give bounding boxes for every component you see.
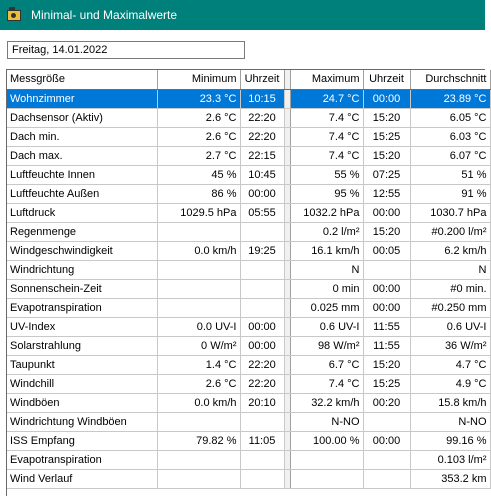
cell-min: 2.6 °C: [157, 127, 240, 146]
cell-min: 2.6 °C: [157, 108, 240, 127]
column-header-min[interactable]: Minimum: [157, 70, 240, 89]
column-header-max-time[interactable]: Uhrzeit: [363, 70, 410, 89]
cell-min: [157, 412, 240, 431]
cell-name: Windrichtung: [7, 260, 157, 279]
cell-max-time: 15:20: [363, 146, 410, 165]
cell-name: Luftdruck: [7, 203, 157, 222]
cell-min-time: [240, 279, 284, 298]
cell-min-time: [240, 260, 284, 279]
cell-min-time: 10:45: [240, 165, 284, 184]
cell-min: 0.0 km/h: [157, 241, 240, 260]
cell-name: Evapotranspiration: [7, 298, 157, 317]
column-header-avg[interactable]: Durchschnitt: [410, 70, 490, 89]
cell-avg: 4.7 °C: [410, 355, 490, 374]
table-row[interactable]: [7, 450, 490, 469]
window-title: Minimal- und Maximalwerte: [31, 8, 178, 22]
cell-avg: 99.16 %: [410, 431, 490, 450]
cell-avg: 51 %: [410, 165, 490, 184]
cell-max: N: [290, 260, 363, 279]
camera-icon: [6, 7, 22, 23]
cell-name: Regenmenge: [7, 222, 157, 241]
cell-avg: 0.6 UV-I: [410, 317, 490, 336]
cell-min: [157, 279, 240, 298]
table-row[interactable]: [7, 431, 490, 450]
cell-max: 16.1 km/h: [290, 241, 363, 260]
cell-max-time: 00:00: [363, 298, 410, 317]
cell-max: 7.4 °C: [290, 374, 363, 393]
cell-max-time: 11:55: [363, 317, 410, 336]
cell-min: 1.4 °C: [157, 355, 240, 374]
cell-max: 32.2 km/h: [290, 393, 363, 412]
cell-min-time: [240, 450, 284, 469]
table-row[interactable]: [7, 222, 490, 241]
cell-avg: N: [410, 260, 490, 279]
cell-min-time: [240, 469, 284, 488]
table-row[interactable]: [7, 184, 490, 203]
cell-max: 7.4 °C: [290, 127, 363, 146]
cell-name: Dach max.: [7, 146, 157, 165]
cell-max-time: 00:05: [363, 241, 410, 260]
cell-max: 0.025 mm: [290, 298, 363, 317]
cell-max-time: 15:20: [363, 108, 410, 127]
cell-avg: 6.03 °C: [410, 127, 490, 146]
column-header-min-time[interactable]: Uhrzeit: [240, 70, 284, 89]
table-row[interactable]: [7, 355, 490, 374]
cell-max-time: 00:00: [363, 431, 410, 450]
cell-max-time: 07:25: [363, 165, 410, 184]
cell-name: UV-Index: [7, 317, 157, 336]
cell-max: 0.2 l/m²: [290, 222, 363, 241]
cell-max-time: 00:20: [363, 393, 410, 412]
cell-max: 1032.2 hPa: [290, 203, 363, 222]
cell-min-time: [240, 412, 284, 431]
cell-avg: 353.2 km: [410, 469, 490, 488]
cell-min: [157, 260, 240, 279]
cell-max-time: 15:25: [363, 127, 410, 146]
cell-min: 0.0 km/h: [157, 393, 240, 412]
table-row[interactable]: [7, 317, 490, 336]
title-bar[interactable]: [0, 0, 485, 30]
cell-max: 55 %: [290, 165, 363, 184]
table-row[interactable]: [7, 127, 490, 146]
table-row[interactable]: [7, 203, 490, 222]
cell-avg: #0.250 mm: [410, 298, 490, 317]
cell-min-time: [240, 222, 284, 241]
cell-max-time: 11:55: [363, 336, 410, 355]
table-row[interactable]: [7, 374, 490, 393]
cell-max-time: 00:00: [363, 279, 410, 298]
header-row: [7, 70, 490, 89]
cell-max-time: [363, 469, 410, 488]
column-header-max[interactable]: Maximum: [290, 70, 363, 89]
cell-min-time: 05:55: [240, 203, 284, 222]
table-row[interactable]: [7, 260, 490, 279]
cell-name: Dachsensor (Aktiv): [7, 108, 157, 127]
cell-name: Luftfeuchte Innen: [7, 165, 157, 184]
cell-avg: #0.200 l/m²: [410, 222, 490, 241]
values-table: [7, 70, 491, 489]
cell-min: 2.7 °C: [157, 146, 240, 165]
cell-avg: #0 min.: [410, 279, 490, 298]
cell-min-time: 00:00: [240, 336, 284, 355]
table-row[interactable]: [7, 336, 490, 355]
cell-min: 45 %: [157, 165, 240, 184]
cell-name: Wind Verlauf: [7, 469, 157, 488]
table-row[interactable]: [7, 412, 490, 431]
cell-name: Taupunkt: [7, 355, 157, 374]
cell-max: [290, 450, 363, 469]
cell-name: ISS Empfang: [7, 431, 157, 450]
cell-min-time: 20:10: [240, 393, 284, 412]
cell-avg: 0.103 l/m²: [410, 450, 490, 469]
cell-min-time: 00:00: [240, 184, 284, 203]
cell-avg: 23.89 °C: [410, 89, 490, 108]
cell-max: 98 W/m²: [290, 336, 363, 355]
cell-name: Luftfeuchte Außen: [7, 184, 157, 203]
cell-min: [157, 450, 240, 469]
table-row[interactable]: [7, 241, 490, 260]
cell-min: 86 %: [157, 184, 240, 203]
table-row[interactable]: [7, 89, 490, 108]
cell-avg: 4.9 °C: [410, 374, 490, 393]
cell-min: 23.3 °C: [157, 89, 240, 108]
table-row[interactable]: [7, 146, 490, 165]
cell-max: 7.4 °C: [290, 108, 363, 127]
cell-min-time: 11:05: [240, 431, 284, 450]
table-row[interactable]: [7, 165, 490, 184]
table-row[interactable]: [7, 108, 490, 127]
cell-min: [157, 469, 240, 488]
cell-name: Wohnzimmer: [7, 89, 157, 108]
cell-name: Evapotranspiration: [7, 450, 157, 469]
cell-name: Windrichtung Windböen: [7, 412, 157, 431]
cell-min-time: [240, 298, 284, 317]
cell-min-time: 00:00: [240, 317, 284, 336]
cell-max-time: 12:55: [363, 184, 410, 203]
cell-min: 2.6 °C: [157, 374, 240, 393]
cell-max-time: 00:00: [363, 203, 410, 222]
cell-max: N-NO: [290, 412, 363, 431]
cell-min: 79.82 %: [157, 431, 240, 450]
cell-name: Solarstrahlung: [7, 336, 157, 355]
cell-name: Windböen: [7, 393, 157, 412]
cell-max-time: [363, 450, 410, 469]
cell-max: 7.4 °C: [290, 146, 363, 165]
table-row[interactable]: [7, 469, 490, 488]
date-field[interactable]: Freitag, 14.01.2022: [7, 41, 245, 59]
cell-name: Dach min.: [7, 127, 157, 146]
cell-max: 95 %: [290, 184, 363, 203]
values-grid[interactable]: [6, 69, 485, 496]
cell-max: 0.6 UV-I: [290, 317, 363, 336]
cell-min: [157, 222, 240, 241]
cell-min-time: 19:25: [240, 241, 284, 260]
cell-max-time: 00:00: [363, 89, 410, 108]
cell-max: 6.7 °C: [290, 355, 363, 374]
table-row[interactable]: [7, 393, 490, 412]
cell-avg: 6.2 km/h: [410, 241, 490, 260]
table-row[interactable]: [7, 279, 490, 298]
cell-min-time: 22:15: [240, 146, 284, 165]
cell-max-time: 15:20: [363, 355, 410, 374]
column-header-name[interactable]: Messgröße: [7, 70, 157, 89]
cell-avg: N-NO: [410, 412, 490, 431]
cell-min-time: 22:20: [240, 127, 284, 146]
cell-avg: 36 W/m²: [410, 336, 490, 355]
cell-min: 0.0 UV-I: [157, 317, 240, 336]
cell-max: 24.7 °C: [290, 89, 363, 108]
cell-max-time: [363, 412, 410, 431]
cell-name: Windchill: [7, 374, 157, 393]
cell-min-time: 10:15: [240, 89, 284, 108]
cell-min: [157, 298, 240, 317]
cell-max-time: [363, 260, 410, 279]
table-row[interactable]: [7, 298, 490, 317]
cell-max-time: 15:20: [363, 222, 410, 241]
cell-avg: 15.8 km/h: [410, 393, 490, 412]
cell-min-time: 22:20: [240, 108, 284, 127]
cell-avg: 1030.7 hPa: [410, 203, 490, 222]
cell-min: 1029.5 hPa: [157, 203, 240, 222]
cell-min-time: 22:20: [240, 374, 284, 393]
cell-name: Sonnenschein-Zeit: [7, 279, 157, 298]
cell-name: Windgeschwindigkeit: [7, 241, 157, 260]
cell-avg: 6.05 °C: [410, 108, 490, 127]
cell-max: 0 min: [290, 279, 363, 298]
cell-avg: 91 %: [410, 184, 490, 203]
cell-max: 100.00 %: [290, 431, 363, 450]
cell-min: 0 W/m²: [157, 336, 240, 355]
cell-max-time: 15:25: [363, 374, 410, 393]
cell-max: [290, 469, 363, 488]
cell-avg: 6.07 °C: [410, 146, 490, 165]
cell-min-time: 22:20: [240, 355, 284, 374]
